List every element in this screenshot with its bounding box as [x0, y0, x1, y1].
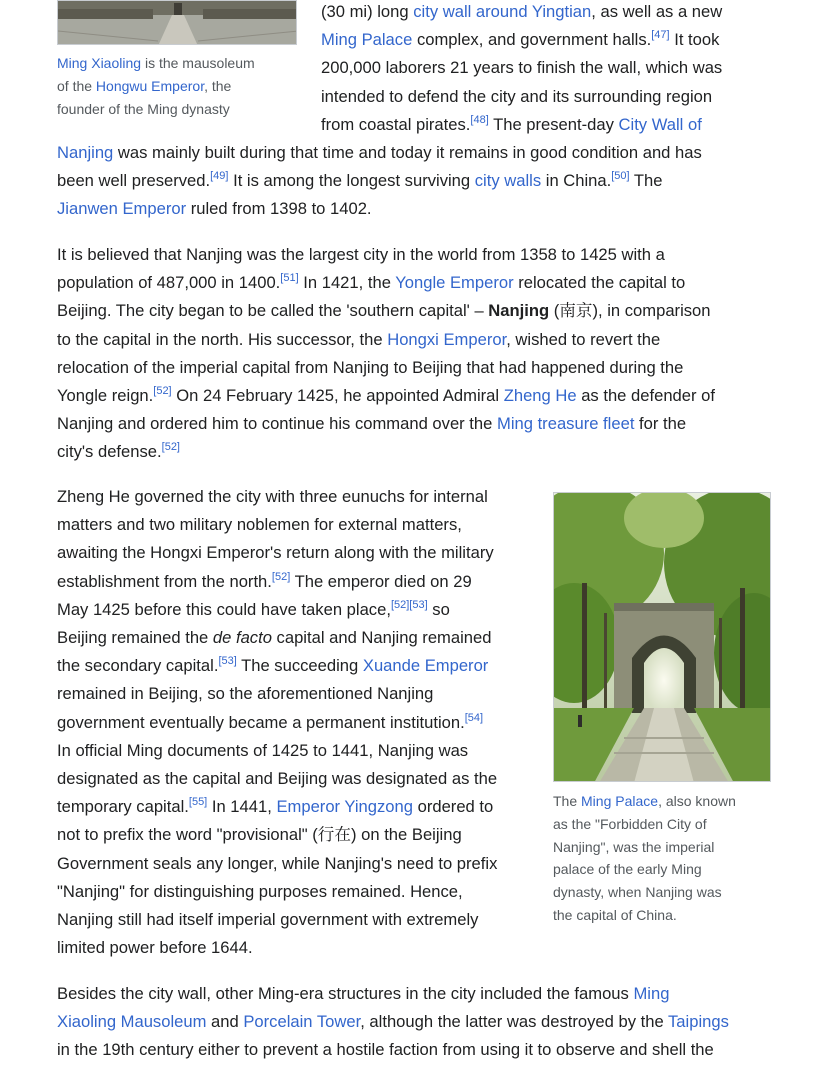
nanjing-link[interactable]: Nanjing [57, 143, 114, 163]
ming-treasure-fleet-link[interactable]: Ming treasure fleet [497, 414, 635, 434]
jianwen-emperor-link[interactable]: Jianwen Emperor [57, 199, 187, 219]
yongle-emperor-link[interactable]: Yongle Emperor [395, 273, 514, 293]
reference-55[interactable]: [55] [188, 796, 208, 809]
ming-xiaoling-mausoleum-link-start[interactable]: Ming [633, 984, 670, 1003]
nanjing-bold-term: Nanjing [488, 301, 550, 321]
ming-palace-gate-photo-icon [554, 493, 771, 782]
reference-48[interactable]: [48] [470, 113, 489, 126]
city-wall-of-nanjing-link[interactable]: City Wall of [618, 114, 702, 134]
ming-palace-image[interactable] [553, 492, 771, 782]
ming-palace-caption-link[interactable]: Ming Palace [581, 793, 659, 809]
zheng-he-link[interactable]: Zheng He [503, 386, 577, 406]
ming-palace-caption: The Ming Palace, also known as the "Forbidden City of Nanjing", was the imperial palace of the early Ming dynasty, when Nanjing was the capital of China. [553, 793, 736, 923]
reference-52-c[interactable]: [52] [271, 570, 291, 583]
paragraph-zheng-he-governed: Zheng He governed the city with three eunuchs for internal matters and two military noblemen for external matters, awaiting the Hongxi Emperor's return along with the military establishment from the north.[52] The emperor died on 29 May 1425 before this could have taken place,[52][53] so Beijing remained the de facto capital and Nanjing remained the secondary capital.[53] The succeeding Xuande Emperor remained in Beijing, so the aforementioned Nanjing government eventually became a permanent institution.[54] In official Ming documents of 1425 to 1441, Nanjing was designated as the capital and Beijing was designated as the temporary capital.[55] In 1441, Emperor Yingzong ordered to not to prefix the word "provisional" (行在) on the Beijing Government seals any longer, while Nanjing's need to prefix "Nanjing" for distinguishing purposes remained. Hence, Nanjing still had itself imperial government with extremely limited power before 1644. [57, 487, 498, 958]
reference-47[interactable]: [47] [651, 29, 670, 42]
de-facto-term: de facto [212, 628, 272, 648]
reference-52[interactable]: [52] [153, 385, 172, 398]
xuande-emperor-link[interactable]: Xuande Emperor [362, 656, 489, 676]
reference-51[interactable]: [51] [280, 272, 299, 285]
reference-54[interactable]: [54] [464, 711, 484, 724]
emperor-yingzong-link[interactable]: Emperor Yingzong [276, 797, 413, 817]
paragraph-ming-era-structures: Besides the city wall, other Ming-era structures in the city included the famous Ming Xiaoling Mausoleum and Porcelain Tower, although the latter was destroyed by the Taipings in the 19th century either to prevent a hostile faction from using it to observe and shell the [57, 984, 729, 1060]
hongxi-emperor-link[interactable]: Hongxi Emperor [387, 329, 507, 349]
city-wall-around-yingtian-link[interactable]: city wall around Yingtian [413, 2, 592, 21]
ming-palace-link[interactable]: Ming Palace [321, 30, 413, 50]
reference-52-b[interactable]: [52] [161, 441, 180, 454]
paragraph-largest-city: It is believed that Nanjing was the largest city in the world from 1358 to 1425 with a population of 487,000 in 1400.[51] In 1421, the Yongle Emperor relocated the capital to Beijing. The city began to be called the 'southern capital' – Nanjing (南京), in comparison to the capital in the north. His successor, the Hongxi Emperor, wished to revert the relocation of the imperial capital from Nanjing to Beijing that had happened during the Yongle reign.[52] On 24 February 1425, he appointed Admiral Zheng He as the defender of Nanjing and ordered him to continue his command over the Ming treasure fleet for the city's defense.[52] [57, 245, 715, 462]
paragraph-city-wall: (30 mi) long city wall around Yingtian, as well as a new Ming Palace complex, and government halls.[47] It took 200,000 laborers 21 years to finish the wall, which was intended to defend the city and its surrounding region from coastal pirates.[48] The present-day City Wall of Nanjing was mainly built during that time and today it remains in good condition and has been well preserved.[49] It is among the longest surviving city walls in China.[50] The Jianwen Emperor ruled from 1398 to 1402. [57, 2, 723, 219]
taipings-link[interactable]: Taipings [668, 1012, 729, 1032]
reference-53[interactable]: [53] [409, 598, 428, 611]
reference-53-b[interactable]: [53] [218, 655, 237, 668]
reference-49[interactable]: [49] [210, 170, 229, 183]
ming-palace-figure [553, 492, 771, 927]
porcelain-tower-link[interactable]: Porcelain Tower [243, 1012, 361, 1032]
hongwu-emperor-link[interactable]: Hongwu Emperor [95, 77, 205, 94]
city-walls-link[interactable]: city walls [474, 171, 542, 191]
mausoleum-caption: Ming Xiaoling is the mausoleum of the Hongwu Emperor, the founder of the Ming dynasty [57, 55, 255, 117]
ming-xiaoling-link[interactable]: Ming Xiaoling [57, 55, 142, 71]
ming-xiaoling-mausoleum-link[interactable]: Xiaoling Mausoleum [57, 1012, 207, 1032]
reference-52-d[interactable]: [52] [390, 598, 410, 611]
reference-50[interactable]: [50] [611, 170, 630, 183]
